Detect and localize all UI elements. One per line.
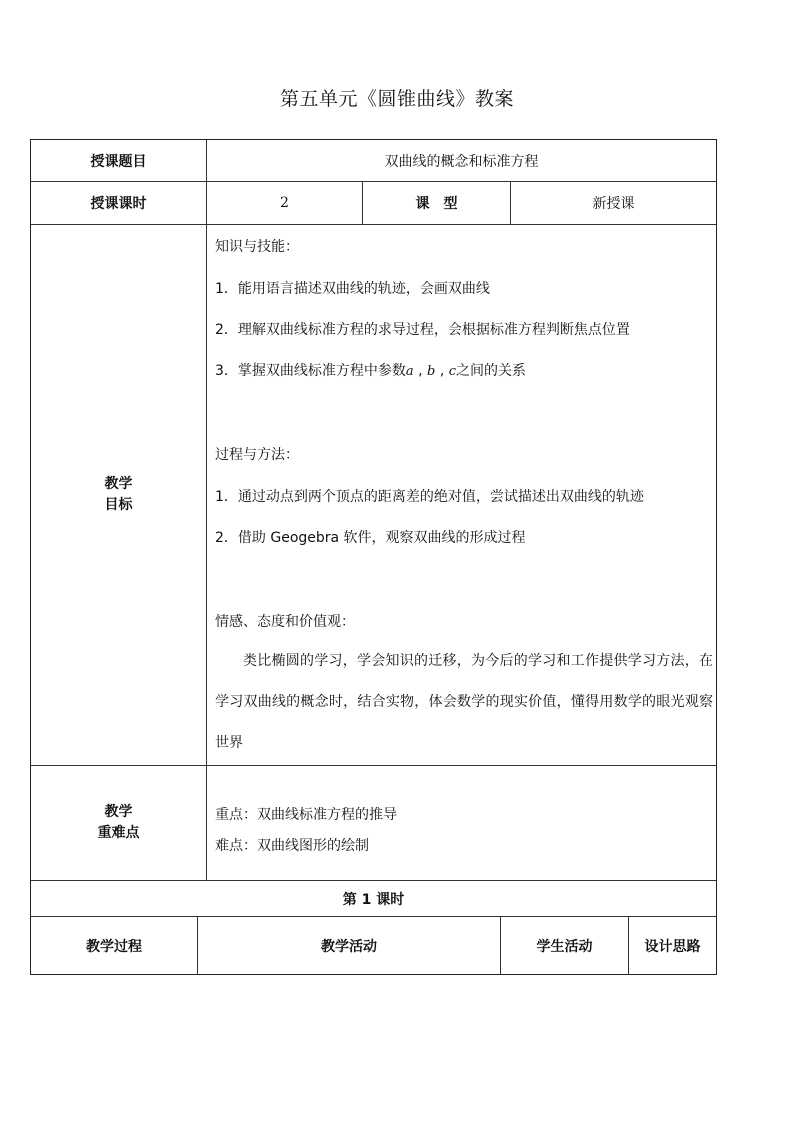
key-point: 重点：双曲线标准方程的推导 [215,807,397,823]
variable-b: b [427,364,436,379]
variable-c: c [448,364,457,379]
emotion-heading: 情感、态度和价值观： [215,614,355,630]
lesson-plan-table [30,139,717,975]
knowledge-item-prefix: 3．掌握双曲线标准方程中参数 [215,363,406,379]
knowledge-item: 1．能用语言描述双曲线的轨迹，会画双曲线 [215,281,490,297]
type-value: 新授课 [592,196,635,212]
column-header-design: 设计思路 [644,938,701,955]
topic-label: 授课题目 [90,153,147,170]
variable-a: a [405,364,414,379]
hours-value: 2 [280,195,289,211]
separator: , [413,363,428,379]
type-label: 课 型 [415,196,458,212]
topic-value: 双曲线的概念和标准方程 [384,153,539,170]
process-item: 2．借助 Geogebra 软件，观察双曲线的形成过程 [215,530,526,546]
objectives-label [31,225,206,765]
difficulties-label [31,766,206,880]
knowledge-item: 2．理解双曲线标准方程的求导过程，会根据标准方程判断焦点位置 [215,322,630,338]
process-item: 1．通过动点到两个顶点的距离差的绝对值，尝试描述出双曲线的轨迹 [215,489,644,505]
difficult-point: 难点：双曲线图形的绘制 [215,838,369,854]
process-heading: 过程与方法： [215,447,299,463]
knowledge-item-suffix: 之间的关系 [456,363,527,379]
difficulties-label-line2: 重难点 [97,825,140,841]
hours-label: 授课课时 [90,196,147,212]
objectives-label-line2: 目标 [104,497,133,513]
column-header-student: 学生活动 [536,938,593,955]
document-title: 第五单元《圆锥曲线》教案 [279,88,514,110]
column-header-process: 教学过程 [86,938,142,955]
column-header-activity: 教学活动 [321,938,377,955]
emotion-paragraph: 类比椭圆的学习，学会知识的迁移，为今后的学习和工作提供学习方法，在学习双曲线的概念时，结合实物，体会数学的现实价值，懂得用数学的眼光观察世界 [215,653,713,751]
knowledge-heading: 知识与技能： [215,239,299,255]
session-label: 第 1 课时 [342,891,405,908]
knowledge-item [215,360,526,380]
column-divider [206,140,207,880]
difficulties-label-line1: 教学 [104,804,133,820]
objectives-label-line1: 教学 [104,476,133,492]
separator: , [435,363,449,379]
